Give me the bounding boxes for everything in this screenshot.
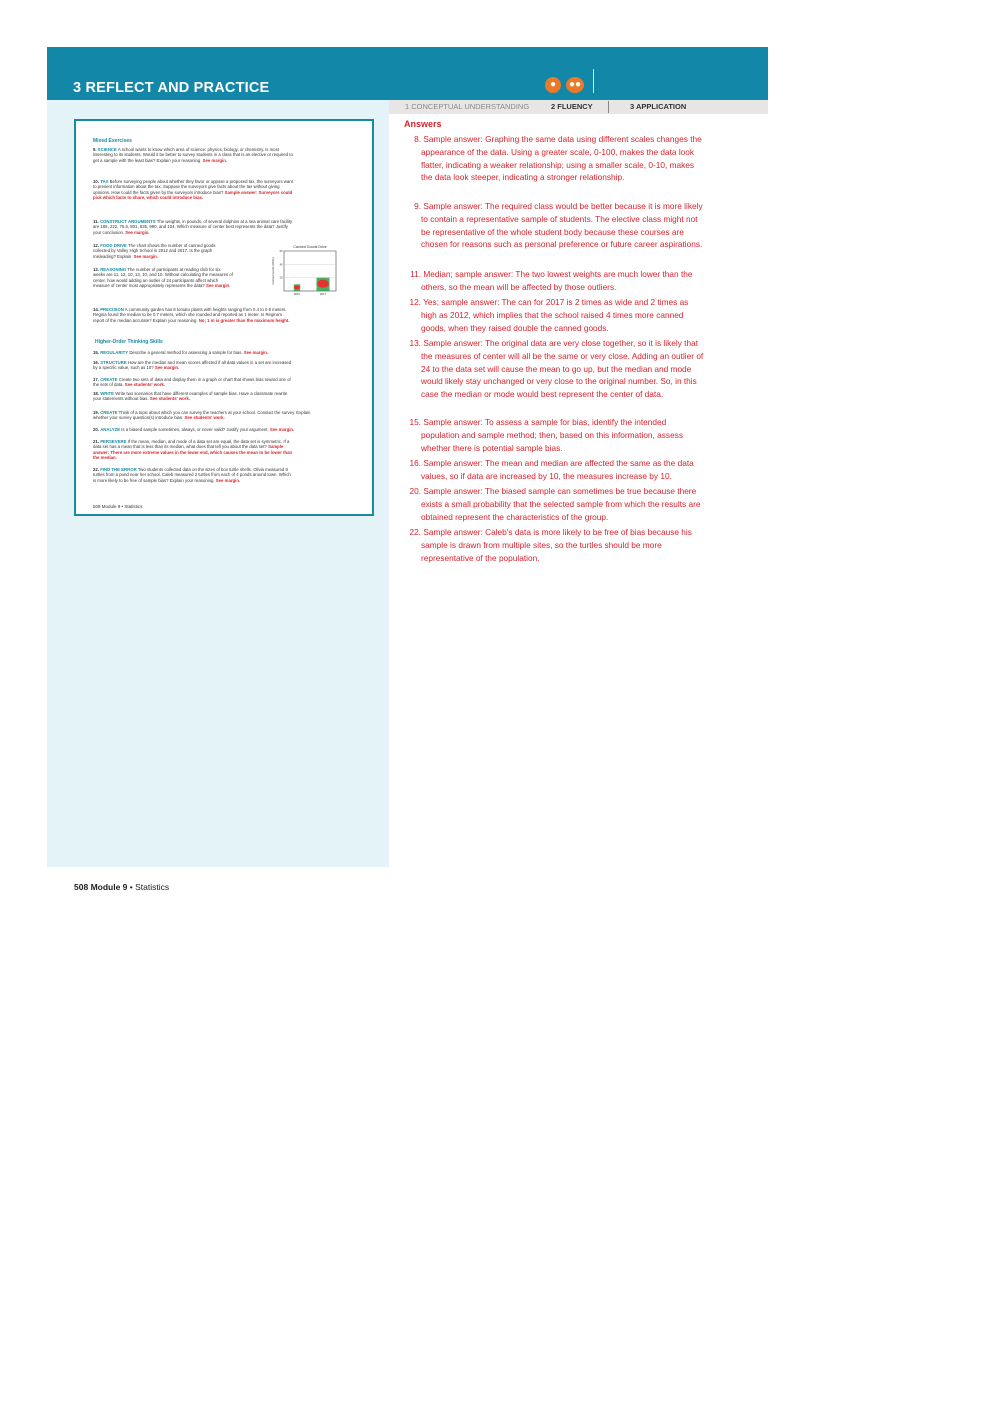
exercise-tag: FOOD DRIVE — [100, 243, 127, 248]
answer-number: 9. — [414, 201, 421, 211]
exercise-text: If the mean, median, and mode of a data set are equal, the data set is symmetric. If a data set has a mean that is less than its median, what does that tell you about the data set? — [93, 439, 290, 450]
exercise-item — [93, 360, 293, 371]
exercise-number: 21. — [93, 439, 99, 444]
answer-item — [404, 296, 706, 334]
exercise-answer: See students' work. — [124, 382, 165, 388]
answer-number: 12. — [409, 297, 421, 307]
exercise-tag: REGULARITY — [100, 350, 129, 355]
exercise-tag: CONSTRUCT ARGUMENTS — [99, 219, 156, 224]
y-tick-label: 20 — [279, 276, 283, 280]
banner-divider — [593, 69, 594, 93]
tab-fluency[interactable]: 2 FLUENCY — [551, 102, 593, 111]
module-label: Module 9 — [90, 882, 128, 892]
answer-number: 20. — [409, 486, 421, 496]
student-page-footer: 508 Module 9 • Statistics — [93, 504, 143, 509]
exercise-text: Describe a general method for assessing a sample for bias. — [129, 350, 243, 355]
answer-item — [404, 457, 706, 483]
tab-conceptual-understanding[interactable]: 1 CONCEPTUAL UNDERSTANDING — [405, 102, 530, 111]
exercise-number: 13. — [93, 267, 99, 272]
exercise-answer: Sample answer: There are more extreme values in the lower end, which causes the mean to be lower than the median. — [93, 444, 293, 461]
exercise-number: 18. — [93, 391, 99, 396]
x-tick-label: 2012 — [293, 292, 301, 296]
exercise-number: 16. — [93, 360, 99, 365]
exercise-item — [93, 219, 293, 235]
exercise-text: A school wants to know which area of science: physics, biology, or chemistry, is most interesting to its students. Would it be better to survey students in a class that is an elective or required to get a sample with the least bias? Explain your reasoning. — [93, 147, 293, 163]
exercise-text: Before surveying people about whether they favor or oppose a proposed tax, the surveyors want to present information about the tax. Suppose the surveyors give facts about the tax without giving opinions. How could the facts given by the surveyors introduce bias? — [93, 179, 293, 195]
exercise-number: 20. — [93, 427, 99, 432]
exercise-answer: See margin. — [269, 427, 295, 432]
y-tick-label: 60 — [279, 250, 283, 253]
answer-item — [404, 485, 706, 523]
exercise-answer: See students' work. — [149, 396, 191, 402]
exercise-text: Two students collected data on the sizes of box turtle shells. Olivia measured 8 turtles from a pond near her school. Caleb measured 2 turtles from each of 4 ponds around town. Which is more likely to be free of sample bias? Explain your reasoning. — [93, 467, 291, 483]
canned-goods-chart — [270, 243, 340, 299]
level-tabs — [389, 100, 768, 114]
mixed-exercises-heading: Mixed Exercises — [93, 138, 132, 144]
exercise-answer: See margin. — [133, 253, 158, 259]
exercise-item — [93, 427, 323, 432]
answer-item — [404, 337, 706, 401]
exercise-answer: See students' work. — [184, 415, 225, 421]
exercise-item — [93, 307, 293, 323]
exercise-text: The chart shows the number of canned goods collected by Valley High School in 2012 and 2017. Is the graph misleading? Explain. — [93, 243, 216, 259]
exercise-answer: See margin. — [125, 229, 150, 235]
answer-text: Median; sample answer: The two lowest weights are much lower than the others, so the mean will be affected by those outliers. — [421, 269, 693, 292]
answer-text: Sample answer: The required class would be better because it is more likely to contain a representative sample of students. The elective class might not be representative of the whole student body because these courses are chosen for reasons such as personal preference or future career aspirations. — [421, 201, 703, 250]
bar-label-band — [294, 285, 300, 289]
answer-text: Sample answer: To assess a sample for bias, identify the intended population and sample method; then, based on this information, assess whether there is potential sample bias. — [421, 417, 683, 453]
exercise-number: 22. — [93, 467, 99, 472]
answer-number: 22. — [409, 527, 421, 537]
tab-divider — [608, 101, 609, 113]
chart-title: Canned Goods Drive — [293, 245, 327, 249]
exercise-item — [93, 377, 293, 388]
exercise-tag: CREATE — [100, 377, 118, 382]
exercise-item — [93, 179, 293, 201]
exercise-number: 14. — [93, 307, 99, 312]
answer-item — [404, 416, 706, 454]
answer-number: 15. — [409, 417, 421, 427]
exercise-answer: See margin. — [243, 350, 269, 355]
answer-text: Sample answer: Caleb's data is more likely to be free of bias because his sample is drawn from multiple sites, so the turtles should be more representative of the population. — [421, 527, 692, 563]
exercise-item — [93, 439, 293, 461]
section-banner — [47, 47, 768, 100]
x-tick-label: 2017 — [319, 292, 327, 296]
answer-text: Sample answer: Graphing the same data using different scales changes the appearance of the data. Using a greater scale, 0-100, makes the data look flatter, indicating a weaker relationship; using a smaller scale, 0-10, makes the data look steeper, indicating a stronger relationship. — [421, 134, 702, 183]
exercise-item — [93, 147, 293, 163]
exercise-text: Write two scenarios that have different examples of sample bias. Have a classmate rewrite your statements without bias. — [93, 391, 288, 402]
exercise-number: 15. — [93, 350, 99, 355]
exercise-item — [93, 350, 293, 355]
answers-heading: Answers — [404, 119, 442, 129]
exercise-item — [93, 467, 293, 483]
section-label: Statistics — [135, 882, 170, 892]
exercise-answer: See margin. — [202, 157, 228, 163]
exercise-answer: See margin. — [215, 477, 241, 483]
bullet: • — [129, 882, 133, 892]
page-footer — [74, 882, 169, 892]
y-tick-label: 40 — [279, 263, 283, 267]
answer-number: 13. — [409, 338, 421, 348]
answer-text: Yes; sample answer: The can for 2017 is 2 times as wide and 2 times as high as 2012, which implies that the school raised 4 times more canned goods, when they raised double the canned goods. — [421, 297, 689, 333]
answer-number: 11. — [410, 269, 421, 279]
exercise-tag: CREATE — [100, 410, 118, 415]
exercise-number: 12. — [93, 243, 99, 248]
answer-number: 16. — [409, 458, 421, 468]
answer-text: Sample answer: The original data are very close together, so it is likely that the measures of center will all be the same or very close. Adding an outlier of 24 to the data set will cause the mean to go up, but the median and mode would likely stay unchanged or very close to the original number. So, in this case the median or mode would best represent the center of data. — [421, 338, 704, 400]
exercise-answer: No; 1 m is greater than the maximum height. — [198, 317, 290, 323]
answer-text: Sample answer: The biased sample can sometimes be true because there exists a small probability that the selected sample from which the results are obtained represent the characteristics of the group. — [421, 486, 701, 522]
answer-text: Sample answer: The mean and median are affected the same as the data values, so if data are increased by 10, the measures increase by 10. — [421, 458, 694, 481]
exercise-tag: PRECISION — [100, 307, 124, 312]
exercise-text: Think of a topic about which you can survey the teachers at your school. Conduct the survey. Explain whether your survey question(s) introduce bias. — [93, 410, 311, 421]
exercise-tag: WRITE — [100, 391, 115, 396]
exercise-number: 19. — [93, 410, 99, 415]
exercise-item — [93, 243, 233, 259]
answer-item — [404, 268, 706, 294]
person-icon: ● — [545, 77, 561, 93]
exercise-answer: Sample answer: Surveyors could pick which facts to share, which could introduce bias. — [93, 189, 293, 201]
exercise-item — [93, 410, 323, 421]
hots-heading: Higher-Order Thinking Skills — [95, 339, 163, 345]
exercise-tag: FIND THE ERROR — [100, 467, 137, 472]
exercise-answer: See margin. — [154, 365, 180, 371]
answer-item — [404, 526, 706, 564]
exercise-tag: PERSEVERE — [100, 439, 127, 444]
group-icon: ●● — [566, 77, 584, 93]
exercise-text: Create two sets of data and display them in a graph or chart that shows bias toward one of the sets of data. — [93, 377, 291, 388]
exercise-item — [93, 267, 233, 289]
exercise-tag: REASONING — [100, 267, 127, 272]
exercise-number: 11. — [93, 219, 99, 224]
y-axis-label: Canned Goods (1000s) — [272, 257, 275, 285]
exercise-text: How are the median and mean scores affected if all data values in a set are increased by a specific value, such as 10? — [93, 360, 292, 371]
bar-label-band — [317, 280, 329, 288]
answer-item — [404, 133, 706, 184]
exercise-item — [93, 391, 293, 402]
exercise-text: A community garden has 8 tomato plants with heights ranging from 0.4 to 0.9 meters. Regina found the median to be 0.7 meters, which she rounded and reported as 1 meter. Is Regina's report of the median accurate? Explain your reasoning. — [93, 307, 287, 323]
exercise-tag: SCIENCE — [97, 147, 117, 152]
student-page-thumbnail — [74, 119, 374, 516]
exercise-text: The number of participants at reading club for six weeks are 11, 12, 10, 13, 10, and 10. Without calculating the measures of center, how would adding an outlier of 24 participants affect which measure of center most appropriately represents the data? — [93, 267, 233, 289]
tab-application[interactable]: 3 APPLICATION — [630, 102, 687, 111]
exercise-tag: ANALYZE — [100, 427, 121, 432]
answer-number: 8. — [414, 134, 421, 144]
exercise-number: 17. — [93, 377, 99, 382]
exercise-tag: STRUCTURE — [100, 360, 127, 365]
section-title: 3 REFLECT AND PRACTICE — [73, 80, 270, 96]
exercise-text: Is a biased sample sometimes, always, or never valid? Justify your argument. — [121, 427, 269, 432]
exercise-tag: TAX — [100, 179, 109, 184]
exercise-number: 9. — [93, 147, 97, 152]
page-number: 508 — [74, 882, 89, 892]
exercise-answer: See margin. — [205, 283, 231, 289]
exercise-text: The weights, in pounds, of several dolphins at a sea animal care facility are 185, 222, 75.5, 801, 835, 990, and 104. Which measure of center best represents the data? Justify your conclusion. — [93, 219, 293, 235]
answer-item — [404, 200, 706, 251]
exercise-number: 10. — [93, 179, 99, 184]
